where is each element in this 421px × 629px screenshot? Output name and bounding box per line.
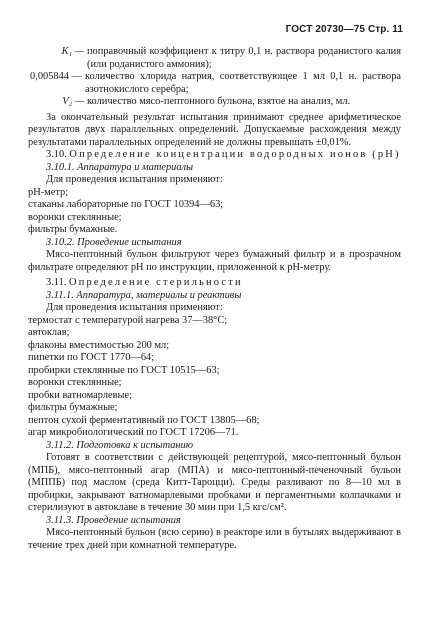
- subsection-3-11-1: 3.11.1. Аппаратура, материалы и реактивы: [46, 289, 242, 301]
- section-title: Определение концентрации водородных ионов (рН): [69, 149, 401, 160]
- document-body: [28, 46, 401, 552]
- list-item: воронки стеклянные;: [28, 211, 122, 223]
- definition-text: количество хлорида натрия, соответствующее 1 мл 0,1 н. раствора азотнокислого серебра;: [85, 71, 401, 95]
- definition-symbol: V₂ —: [62, 96, 84, 107]
- list-item: фильтры бумажные.: [28, 224, 118, 235]
- list-item: воронки стеклянные;: [28, 377, 122, 388]
- section-3-10-heading: [28, 149, 401, 162]
- section-number: 3.11.: [46, 277, 67, 288]
- list-item: рН-метр;: [28, 186, 69, 198]
- sterility-procedure-paragraph: Мясо-пептонный бульон (всю серию) в реакторе или в бутылях выдерживают в течение трех дней при комнатной температуре.: [28, 527, 401, 551]
- list-item: флаконы вместимостью 200 мл;: [28, 339, 170, 351]
- list-item: пробирки стеклянные по ГОСТ 10515—63;: [28, 364, 220, 376]
- ph-procedure-paragraph: Мясо-пептонный бульон фильтруют через бумажный фильтр и в прозрачном фильтрате определяют рН по инструкции, приложенной к рН-метру.: [28, 249, 401, 273]
- apparatus-intro: Для проведения испытания применяют:: [46, 302, 223, 313]
- definition-coefficient: [28, 71, 401, 96]
- list-item: пипетки по ГОСТ 1770—64;: [28, 352, 155, 363]
- apparatus-intro: Для проведения испытания применяют:: [46, 174, 223, 185]
- list-item: фильтры бумажные;: [28, 402, 118, 413]
- definition-symbol: 0,005844 —: [30, 71, 82, 82]
- list-item: пробки ватномарлевые;: [28, 389, 133, 401]
- definition-text: поправочный коэффициент к титру 0,1 н. раствора роданистого калия (или роданистого аммония);: [87, 46, 401, 70]
- list-item: стаканы лабораторные по ГОСТ 10394—63;: [28, 199, 224, 210]
- subsection-3-10-2: 3.10.2. Проведение испытания: [46, 236, 182, 248]
- list-item: пептон сухой ферментативный по ГОСТ 13805—68;: [28, 414, 260, 426]
- section-number: 3.10.: [46, 149, 67, 160]
- section-title: Определение стерильности: [69, 277, 243, 288]
- list-item: автоклав;: [28, 327, 70, 338]
- subsection-3-11-3: 3.11.3. Проведение испытания: [46, 514, 181, 526]
- list-item: термостат с температурой нагрева 37—38°С;: [28, 314, 228, 326]
- subsection-3-11-2: 3.11.2. Подготовка к испытанию: [46, 439, 194, 451]
- page-header: ГОСТ 20730—75 Стр. 11: [285, 24, 403, 35]
- preparation-paragraph: Готовят в соответствии с действующей рецептурой, мясо-пептонный бульон (МПБ), мясо-пептонный агар (МПА) и мясо-пептонный-печеночный бульон (МППБ) под маслом (среда Китт-Тароцци). Среды разливают по 8—10 мл в пробирки, закрывают ватномарлевыми пробками и пергаментными колпачками и стерилизуют в автоклаве в течение 30 мин при 1,5 кгс/см².: [28, 452, 401, 513]
- definition-k1: [28, 46, 401, 71]
- definition-v2: [28, 96, 401, 109]
- subsection-3-10-1: 3.10.1. Аппаратура и материалы: [46, 161, 194, 173]
- final-result-paragraph: За окончательный результат испытания принимают среднее арифметическое результатов двух параллельных определений. Допускаемые расхождения между результатами параллельных определений не должны превышать ±0,01%.: [28, 111, 401, 148]
- section-3-11-heading: [28, 277, 401, 290]
- list-item: агар микробиологический по ГОСТ 17206—71.: [28, 427, 239, 438]
- definition-symbol: K₁ —: [61, 46, 84, 57]
- definition-text: количество мясо-пептонного бульона, взятое на анализ, мл.: [87, 96, 351, 107]
